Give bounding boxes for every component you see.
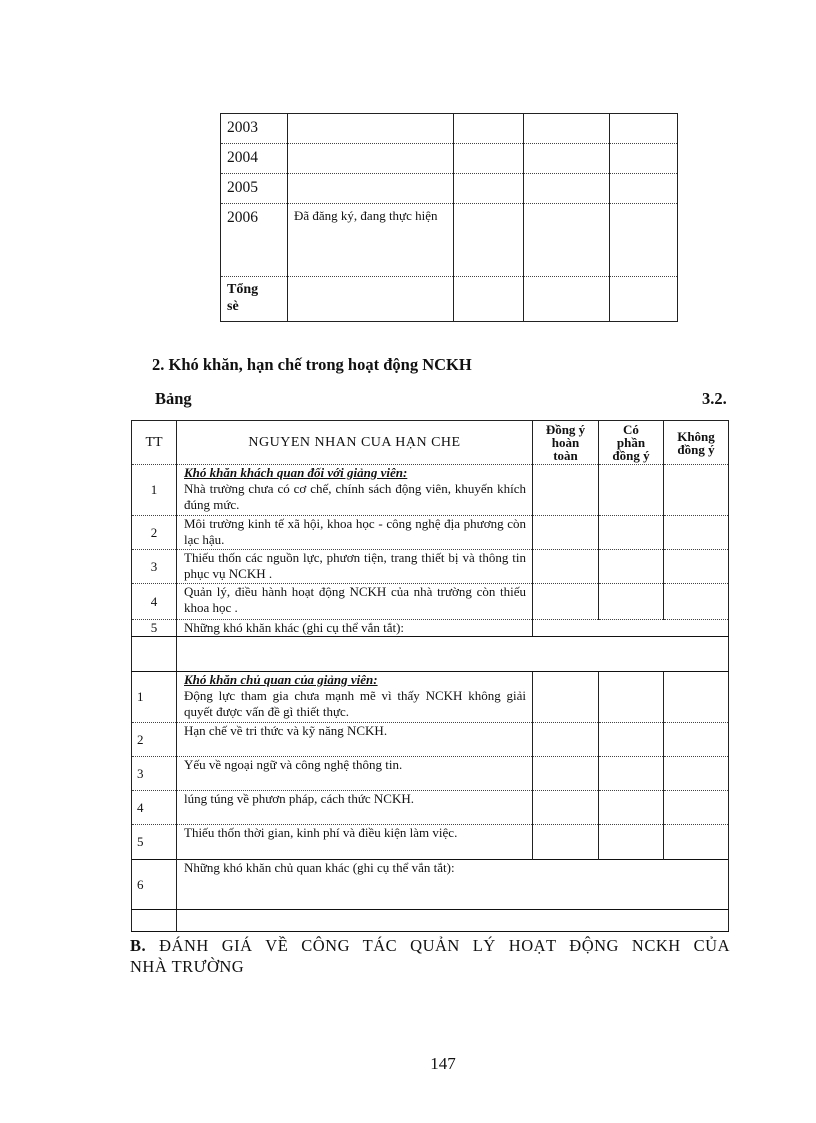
checkbox-cell[interactable]	[599, 825, 664, 860]
checkbox-cell[interactable]	[533, 516, 599, 550]
checkbox-cell[interactable]	[599, 584, 664, 620]
checkbox-cell[interactable]	[664, 757, 729, 791]
other-difficulties-answer[interactable]	[177, 637, 729, 672]
cause-text: Yếu về ngoại ngữ và công nghệ thông tin.	[177, 757, 533, 791]
checkbox-cell[interactable]	[664, 791, 729, 825]
checkbox-cell[interactable]	[599, 757, 664, 791]
year-cell: 2003	[221, 114, 288, 144]
cause-text: Quản lý, điều hành hoạt động NCKH của nhà trường còn thiếu khoa học .	[177, 584, 533, 620]
cause-text: Môi trường kinh tế xã hội, khoa học - công nghệ địa phương còn lạc hậu.	[177, 516, 533, 550]
table-row	[132, 910, 729, 932]
row-number: 4	[132, 791, 177, 825]
checkbox-cell[interactable]	[599, 723, 664, 757]
year-cell: 2004	[221, 144, 288, 174]
checkbox-cell[interactable]	[533, 757, 599, 791]
cause-text: lúng túng về phươn pháp, cách thức NCKH.	[177, 791, 533, 825]
section-b-title: B. ĐÁNH GIÁ VỀ CÔNG TÁC QUẢN LÝ HOẠT ĐỘNG NCKH CỦA	[130, 936, 730, 955]
table-row	[132, 860, 729, 910]
table-label: Bảng	[155, 389, 192, 408]
checkbox-cell[interactable]	[664, 584, 729, 620]
checkbox-cell[interactable]	[664, 550, 729, 584]
row-number: 3	[132, 757, 177, 791]
table-number: 3.2.	[702, 389, 727, 408]
page-number: 147	[430, 1054, 456, 1073]
table-row	[221, 114, 678, 144]
other-subjective-answer[interactable]: Những khó khăn chủ quan khác (ghi cụ thể vắn tắt):	[177, 860, 729, 910]
research-table-continued	[220, 113, 678, 322]
total-row	[221, 277, 678, 322]
checkbox-cell[interactable]	[664, 516, 729, 550]
checkbox-cell[interactable]	[599, 516, 664, 550]
checkbox-cell[interactable]	[664, 723, 729, 757]
table-row	[132, 825, 729, 860]
table-row	[132, 584, 729, 620]
table-row	[221, 174, 678, 204]
total-label: Tổng sè	[221, 277, 288, 322]
header-tt: TT	[132, 421, 177, 465]
checkbox-cell[interactable]	[533, 672, 599, 723]
checkbox-cell[interactable]	[599, 791, 664, 825]
row-number: 2	[132, 723, 177, 757]
checkbox-cell[interactable]	[533, 584, 599, 620]
section-b-letter: B.	[130, 936, 147, 955]
table-row	[221, 144, 678, 174]
checkbox-cell[interactable]	[533, 465, 599, 516]
table-row	[132, 791, 729, 825]
checkbox-cell[interactable]	[664, 672, 729, 723]
checkbox-cell[interactable]	[533, 550, 599, 584]
table-row	[221, 204, 678, 277]
table-row	[132, 620, 729, 637]
year-cell: 2005	[221, 174, 288, 204]
header-cause: NGUYEN NHAN CUA HẠN CHE	[177, 421, 533, 465]
cause-text: Những khó khăn khác (ghi cụ thể vắn tắt):	[177, 620, 533, 637]
section-b-title-line2: NHÀ TRƯỜNG	[130, 957, 245, 976]
table-row	[132, 465, 729, 516]
checkbox-cell[interactable]	[533, 825, 599, 860]
row-number: 3	[132, 550, 177, 584]
row-number: 5	[132, 620, 177, 637]
difficulties-table	[131, 420, 729, 932]
header-agree-fully: Đồng ý hoàn toàn	[533, 421, 599, 465]
checkbox-cell[interactable]	[533, 791, 599, 825]
note-cell	[288, 174, 454, 204]
group-title-objective: Khó khăn khách quan đối với giảng viên:	[184, 465, 408, 480]
checkbox-cell[interactable]	[664, 825, 729, 860]
note-cell	[288, 144, 454, 174]
checkbox-cell[interactable]	[599, 550, 664, 584]
table-row	[132, 516, 729, 550]
table-row	[132, 672, 729, 723]
note-cell	[288, 114, 454, 144]
table-row	[132, 550, 729, 584]
row-number: 1	[132, 465, 177, 516]
cause-text: Khó khăn chủ quan của giảng viên: Động lực tham gia chưa mạnh mẽ vì thấy NCKH không giải quyết được vấn đề gì thiết thực.	[177, 672, 533, 723]
table-row	[132, 757, 729, 791]
cause-text: Hạn chế về tri thức và kỹ năng NCKH.	[177, 723, 533, 757]
row-number: 4	[132, 584, 177, 620]
group-title-subjective: Khó khăn chủ quan của giảng viên:	[184, 672, 378, 687]
row-number: 1	[132, 672, 177, 723]
checkbox-cell[interactable]	[599, 672, 664, 723]
free-text-row	[132, 637, 729, 672]
header-agree-partly: Có phần đồng ý	[599, 421, 664, 465]
note-cell: Đã đăng ký, đang thực hiện	[288, 204, 454, 277]
cause-text: Khó khăn khách quan đối với giảng viên: Nhà trường chưa có cơ chế, chính sách động viên, khuyến khích đúng mức.	[177, 465, 533, 516]
table-row	[132, 723, 729, 757]
cause-text: Thiếu thốn thời gian, kinh phí và điều kiện làm việc.	[177, 825, 533, 860]
row-number: 5	[132, 825, 177, 860]
cause-text: Thiếu thốn các nguồn lực, phươn tiện, trang thiết bị và thông tin phục vụ NCKH .	[177, 550, 533, 584]
header-disagree: Không đồng ý	[664, 421, 729, 465]
year-cell: 2006	[221, 204, 288, 277]
checkbox-cell[interactable]	[599, 465, 664, 516]
checkbox-cell[interactable]	[533, 723, 599, 757]
row-number: 6	[132, 860, 177, 910]
section-title: 2. Khó khăn, hạn chế trong hoạt động NCKH	[152, 355, 472, 374]
checkbox-cell[interactable]	[664, 465, 729, 516]
row-number: 2	[132, 516, 177, 550]
header-row	[132, 421, 729, 465]
